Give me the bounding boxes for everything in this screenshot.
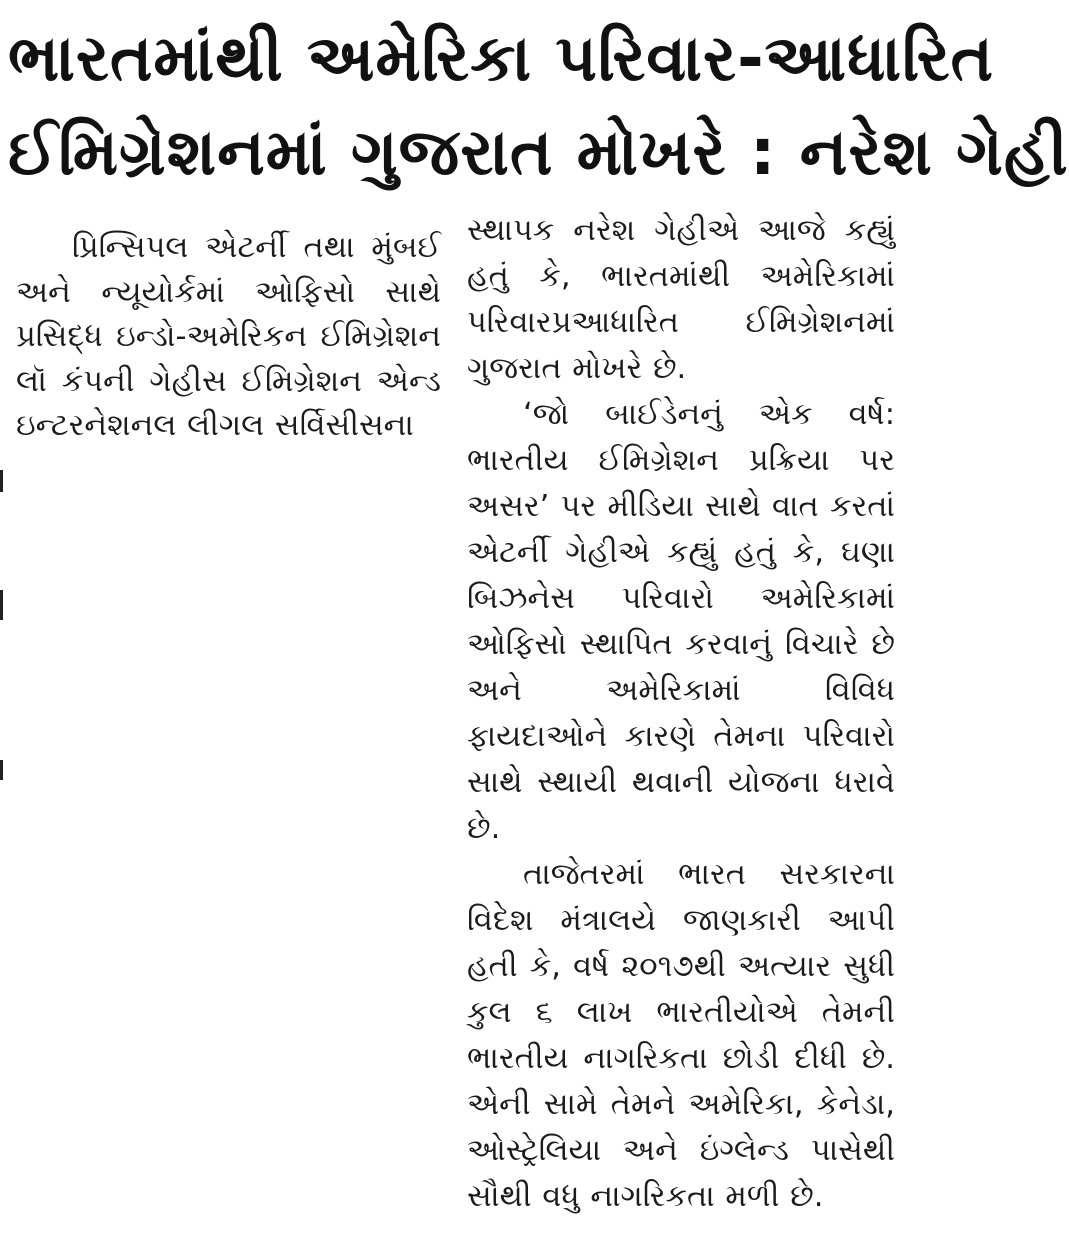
headline-line-2: ઈમિગ્રેશનમાં ગુજરાત મોખરે : નરેશ ગેહી [8, 116, 1069, 190]
right-column [467, 208, 895, 1220]
margin-crop-mark [0, 760, 3, 780]
article-headline [8, 12, 1069, 200]
left-column [16, 226, 441, 449]
left-paragraph-1: પ્રિન્સિપલ એટર્ની તથા મુંબઈ અને ન્યૂયોર્કમાં ઓફિસો સાથે પ્રસિદ્ધ ઇન્ડો-અમેરિકન ઈમિગ્રેશન લૉ કંપની ગેહીસ ઈમિગ્રેશન એન્ડ ઇન્ટરનેશનલ લીગલ સર્વિસીસના [16, 230, 441, 443]
right-paragraph-2: ‘જો બાઈડેનનું એક વર્ષ: ભારતીય ઈમિગ્રેશન પ્રક્રિયા પર અસર’ પર મીડિયા સાથે વાત કરતાં એટર્ની ગેહીએ કહ્યું હતું કે, ઘણા બિઝનેસ પરિવારો અમેરિકામાં ઓફિસો સ્થાપિત કરવાનું વિચારે છે અને અમેરિકામાં વિવિધ ફાયદાઓને કારણે તેમના પરિવારો સાથે સ્થાયી થવાની યોજના ધરાવે છે. [467, 397, 895, 846]
margin-crop-mark [0, 590, 3, 620]
right-paragraph-1: સ્થાપક નરેશ ગેહીએ આજે કહ્યું હતું કે, ભારતમાંથી અમેરિકામાં પરિવારપ્રઆધારિત ઈમિગ્રેશનમાં ગુજરાત મોખરે છે. [467, 213, 895, 386]
headline-line-1: ભારતમાંથી અમેરિકા પરિવાર-આધારિત [8, 22, 995, 96]
right-paragraph-3: તાજેતરમાં ભારત સરકારના વિદેશ મંત્રાલયે જાણકારી આપી હતી કે, વર્ષ ૨૦૧૭થી અત્યાર સુધી કુલ ૬ લાખ ભારતીયોએ તેમની ભારતીય નાગરિકતા છોડી દીધી છે. એની સામે તેમને અમેરિકા, કેનેડા, ઓસ્ટ્રેલિયા અને ઇંગ્લેન્ડ પાસેથી સૌથી વધુ નાગરિકતા મળી છે. [467, 857, 895, 1214]
margin-crop-mark [0, 470, 3, 492]
